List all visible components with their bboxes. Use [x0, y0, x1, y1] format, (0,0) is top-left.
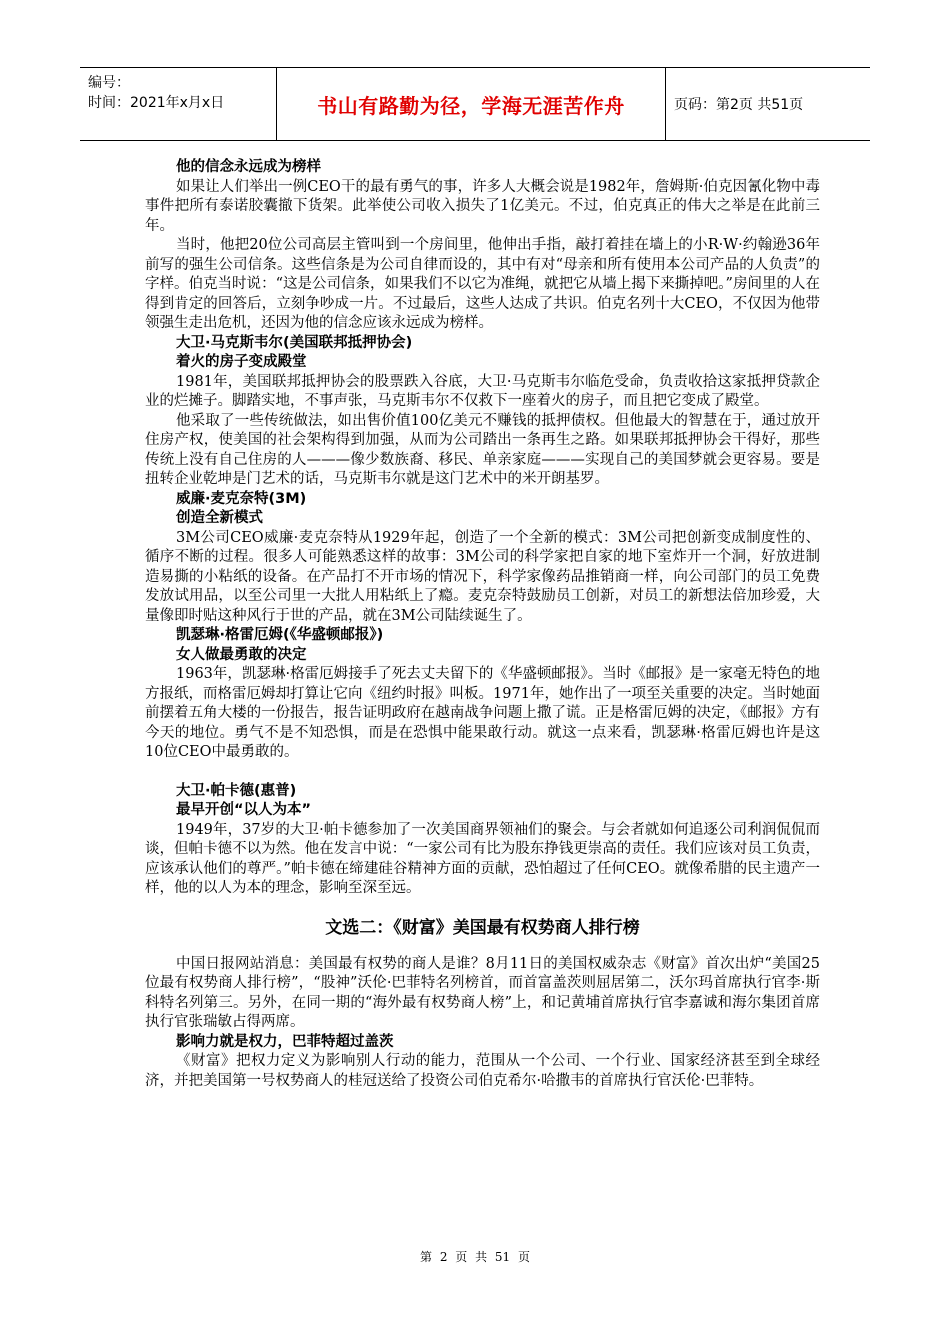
ceo-name: 大卫·帕卡德(惠普) [176, 782, 297, 799]
paragraph: 1963年，凯瑟琳·格雷厄姆接手了死去丈夫留下的《华盛顿邮报》。当时《邮报》是一家毫无特色的地方报纸，而格雷厄姆却打算让它向《纽约时报》叫板。1971年，她作出了一项至关重要的决定。当时她面前摆着五角大楼的一份报告，报告证明政府在越南战争问题上撒了谎。正是格雷厄姆的决定，《邮报》方有今天的地位。勇气不是不知恐惧，而是在恐惧中能果敢行动。就这一点来看，凯瑟琳·格雷厄姆也许是这10位CEO中最勇敢的。 [145, 666, 820, 760]
ceo-name: 威廉·麦克奈特(3M) [176, 490, 307, 507]
date-line: 时间：2021年x月x日 [88, 95, 225, 111]
section-heading: 影响力就是权力，巴菲特超过盖茨 [176, 1033, 394, 1050]
paragraph: 1949年，37岁的大卫·帕卡德参加了一次美国商界领袖们的聚会。与会者就如何追逐公司利润侃侃而谈，但帕卡德不以为然。他在发言中说：“一家公司有比为股东挣钱更崇高的责任。我们应该对员工负责，应该承认他们的尊严。”帕卡德在缔建硅谷精神方面的贡献，恐怕超过了任何CEO。就像希腊的民主遗产一样，他的以人为本的理念，影响至深至远。 [145, 821, 820, 896]
paragraph: 他采取了一些传统做法，如出售价值100亿美元不赚钱的抵押债权。但他最大的智慧在于，通过放开住房产权，使美国的社会架构得到加强，从而为公司踏出一条再生之路。如果联邦抵押协会干得好，那些传统上没有自己住房的人———像少数族裔、移民、单亲家庭———实现自己的美国梦就会更容易。要是扭转企业乾坤是门艺术的话，马克斯韦尔就是这门艺术中的米开朗基罗。 [145, 412, 820, 487]
section-heading: 创造全新模式 [176, 510, 263, 526]
ceo-name: 凯瑟琳·格雷厄姆(《华盛顿邮报》) [176, 627, 384, 643]
section-heading: 最早开创“以人为本” [176, 802, 312, 818]
spacer [145, 763, 820, 782]
section-heading: 女人做最勇敢的决定 [176, 646, 307, 663]
paragraph: 当时，他把20位公司高层主管叫到一个房间里，他伸出手指，敲打着挂在墙上的小R·W·约翰逊36年前写的强生公司信条。这些信条是为公司自律而设的，其中有对“母亲和所有使用本公司产品的人负责”的字样。伯克当时说：“这是公司信条，如果我们不以它为准绳，就把它从墙上揭下来撕掉吧。”房间里的人在得到肯定的回答后，立刻争吵成一片。不过最后，这些人达成了共识。伯克名列十大CEO，不仅因为他带领强生走出危机，还因为他的信念应该永远成为榜样。 [145, 237, 820, 331]
number-label: 编号： [88, 75, 130, 91]
selection-title: 文选二：《财富》美国最有权势商人排行榜 [325, 917, 640, 938]
document-body [145, 158, 820, 1091]
ceo-name: 大卫·马克斯韦尔(美国联邦抵押协会) [176, 334, 413, 351]
section-heading: 他的信念永远成为榜样 [176, 159, 321, 175]
header-motto: 书山有路勤为径，学海无涯苦作舟 [317, 93, 625, 118]
header-page-info: 页码：第2页 共51页 [674, 97, 804, 113]
page-header [80, 67, 870, 141]
header-meta [80, 68, 276, 140]
paragraph: 中国日报网站消息：美国最有权势的商人是谁？8月11日的美国权威杂志《财富》首次出炉“美国25位最有权势商人排行榜”，“股神”沃伦·巴菲特名列榜首，而首富盖茨则屈居第二，沃尔玛首席执行官李·斯科特名列第三。另外，在同一期的“海外最有权势商人榜”上，和记黄埔首席执行官李嘉诚和海尔集团首席执行官张瑞敏占得两席。 [145, 955, 820, 1030]
paragraph: 《财富》把权力定义为影响别人行动的能力，范围从一个公司、一个行业、国家经济甚至到全球经济，并把美国第一号权势商人的桂冠送给了投资公司伯克希尔·哈撒韦的首席执行官沃伦·巴菲特。 [145, 1053, 820, 1089]
header-motto-cell [276, 68, 666, 140]
paragraph: 如果让人们举出一例CEO干的最有勇气的事，许多人大概会说是1982年，詹姆斯·伯克因氰化物中毒事件把所有泰诺胶囊撤下货架。此举使公司收入损失了1亿美元。不过，伯克真正的伟大之举是在此前三年。 [145, 178, 820, 234]
paragraph: 1981年，美国联邦抵押协会的股票跌入谷底，大卫·马克斯韦尔临危受命，负责收拾这家抵押贷款企业的烂摊子。脚踏实地，不事声张，马克斯韦尔不仅救下一座着火的房子，而且把它变成了殿堂。 [145, 373, 820, 409]
paragraph: 3M公司CEO威廉·麦克奈特从1929年起，创造了一个全新的模式：3M公司把创新变成制度性的、循序不断的过程。很多人可能熟悉这样的故事：3M公司的科学家把自家的地下室炸开一个洞，好放进制造易撕的小粘纸的设备。在产品打不开市场的情况下，科学家像药品推销商一样，向公司部门的员工免费发放试用品，以至公司里一大批人用粘纸上了瘾。麦克奈特鼓励员工创新，对员工的新想法倍加珍爱，大量像即时贴这种风行于世的产品，就在3M公司陆续诞生了。 [145, 529, 820, 624]
page-footer: 第 2 页 共 51 页 [420, 1250, 530, 1264]
section-heading: 着火的房子变成殿堂 [176, 354, 307, 370]
